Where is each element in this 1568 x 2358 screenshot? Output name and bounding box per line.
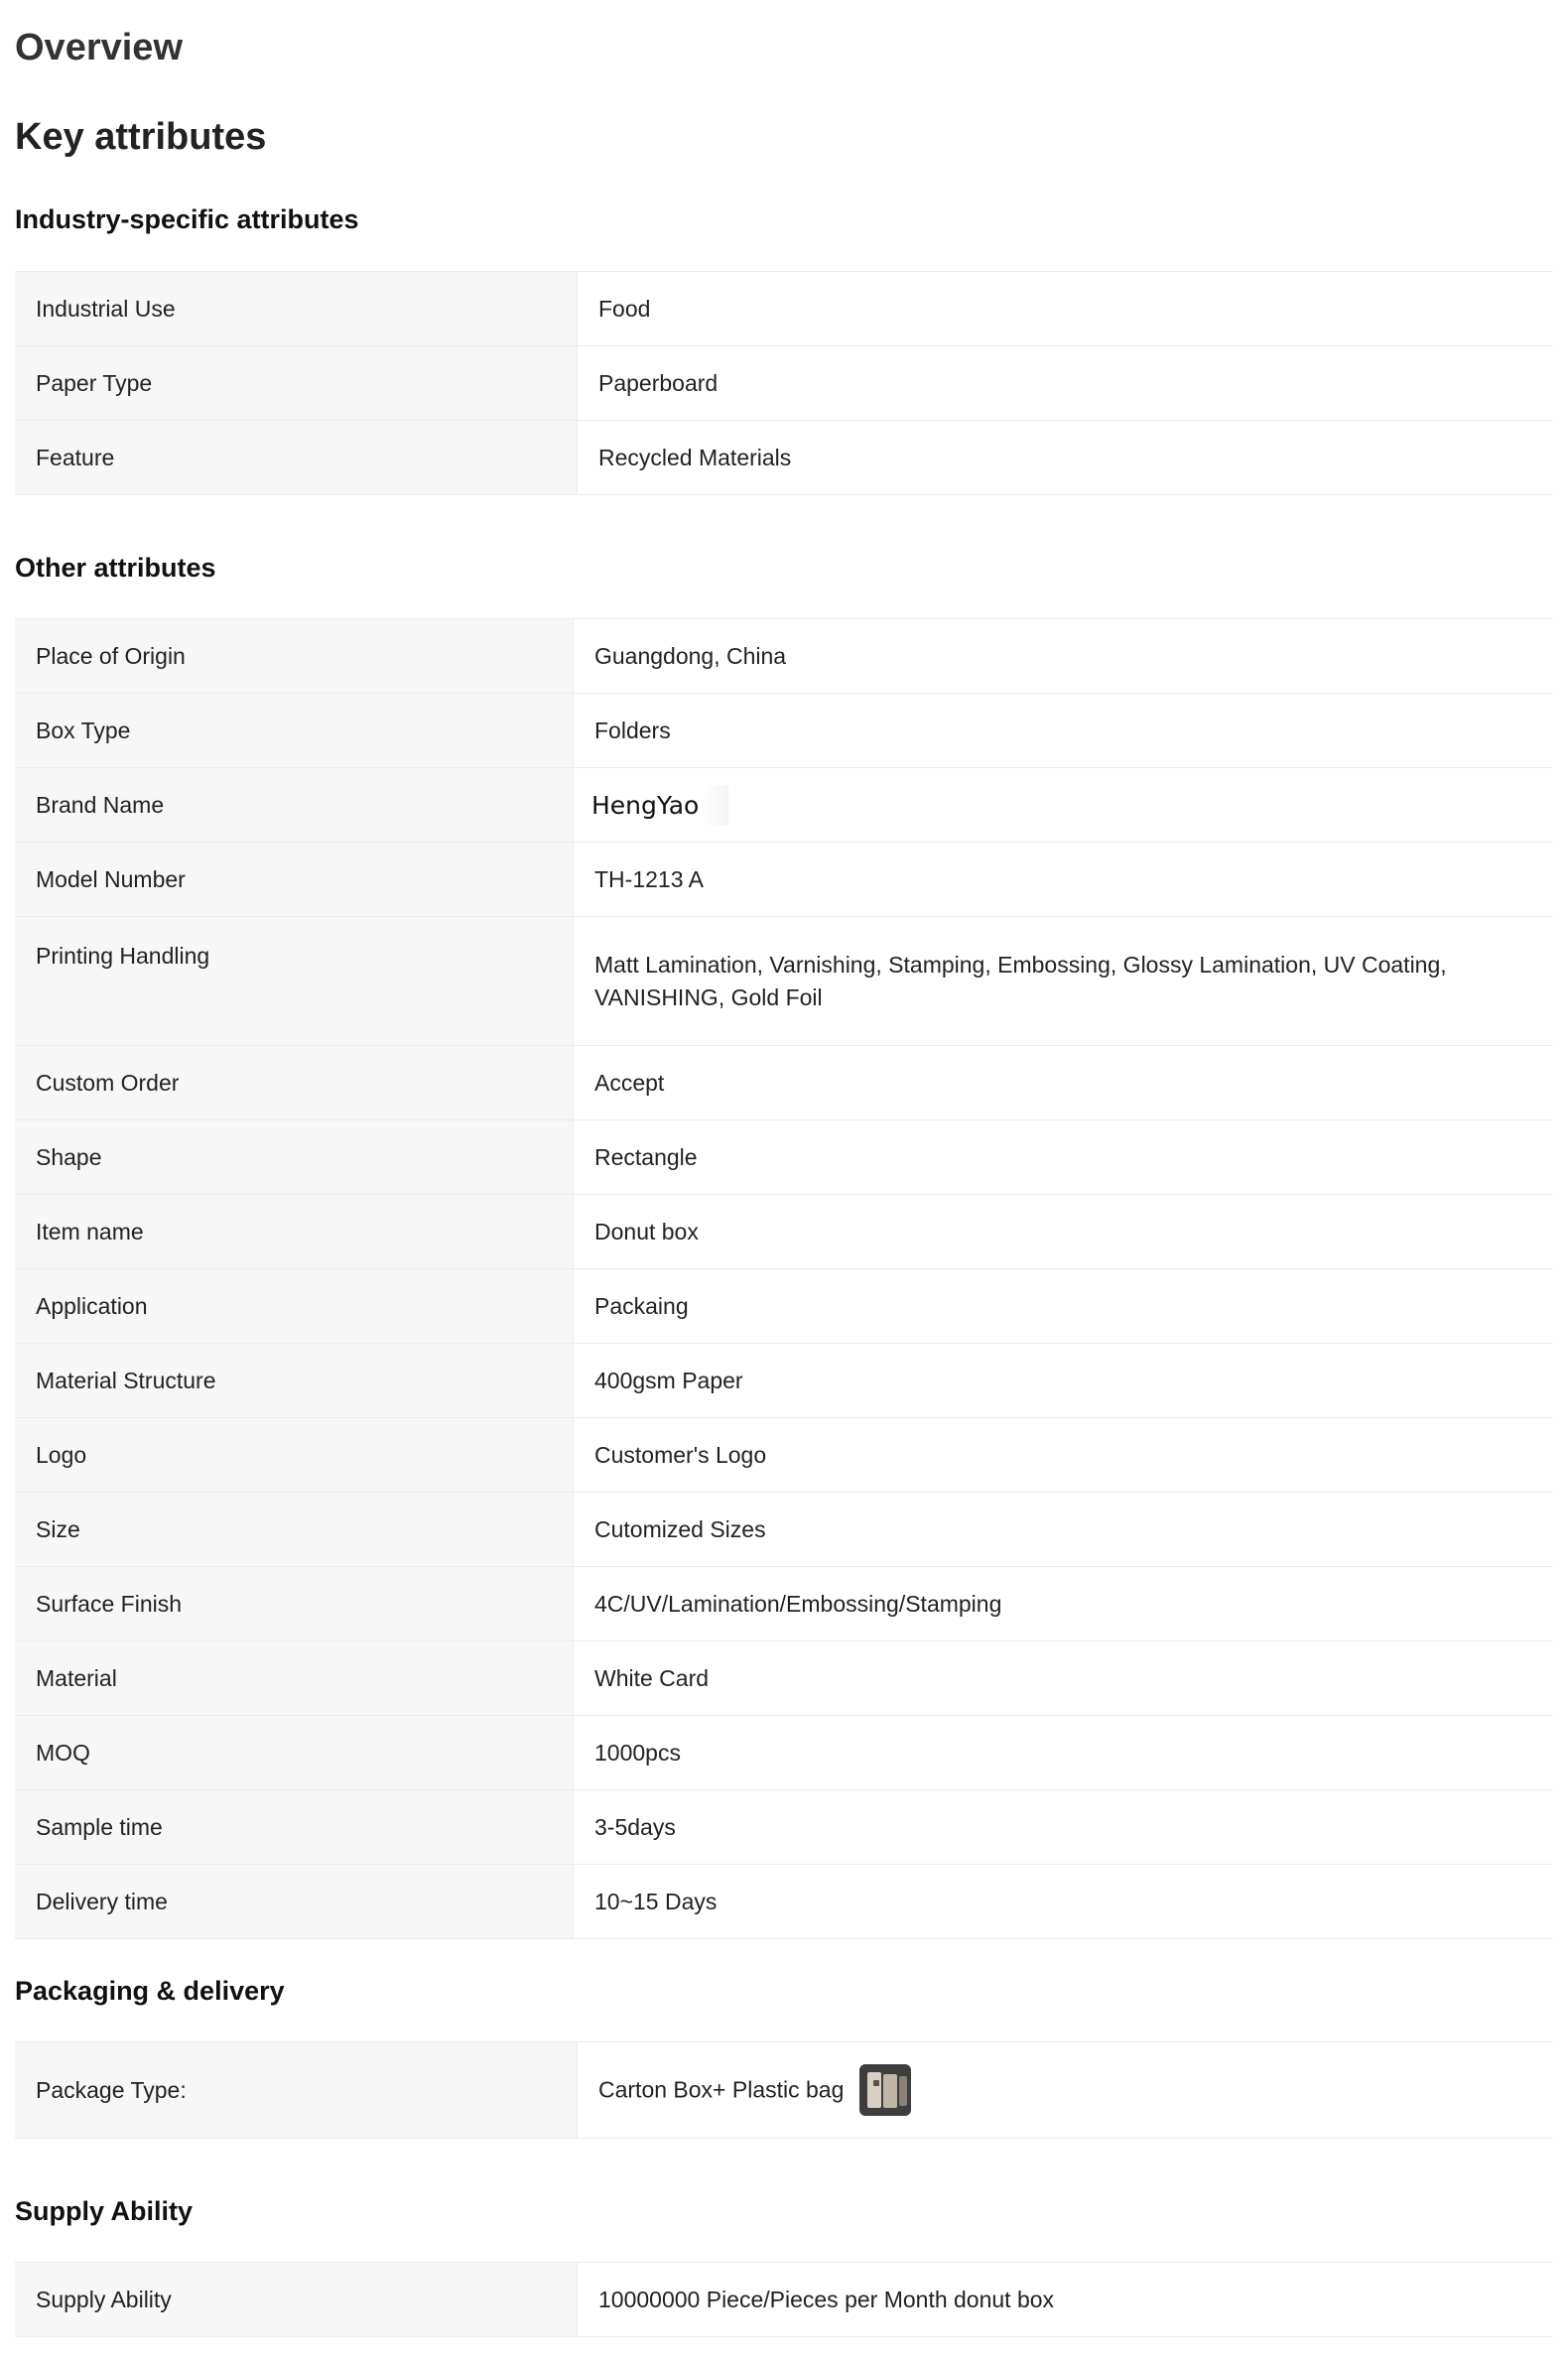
attribute-row [15, 346, 1553, 421]
attribute-key: Custom Order [15, 1046, 574, 1120]
attribute-row [15, 2263, 1553, 2337]
attribute-key: Sample time [15, 1790, 574, 1865]
attribute-key: Material [15, 1641, 574, 1716]
attribute-value: Matt Lamination, Varnishing, Stamping, Embossing, Glossy Lamination, UV Coating, VANISHING, Gold Foil [574, 917, 1554, 1046]
attribute-value: 1000pcs [574, 1716, 1554, 1790]
attribute-row [15, 1418, 1553, 1493]
supply-ability-table [15, 2262, 1553, 2337]
attribute-key: Feature [15, 421, 578, 495]
brand-name-image: HengYao [591, 785, 728, 826]
attribute-row [15, 1641, 1553, 1716]
attribute-key: Application [15, 1269, 574, 1344]
attribute-row [15, 619, 1553, 694]
attribute-row [15, 1269, 1553, 1344]
key-attributes-heading: Key attributes [15, 116, 267, 158]
other-attributes-heading: Other attributes [15, 553, 216, 583]
package-image-thumbnail[interactable] [859, 2064, 911, 2116]
attribute-value: TH-1213 A [574, 843, 1554, 917]
attribute-value: Customer's Logo [574, 1418, 1554, 1493]
attribute-row [15, 1790, 1553, 1865]
overview-heading: Overview [15, 27, 183, 68]
attribute-value [574, 768, 1554, 843]
attribute-value: Packaing [574, 1269, 1554, 1344]
attribute-key: Material Structure [15, 1344, 574, 1418]
attribute-key: Size [15, 1493, 574, 1567]
attribute-row [15, 1344, 1553, 1418]
attribute-row [15, 694, 1553, 768]
attribute-key: Item name [15, 1195, 574, 1269]
attribute-value: Paperboard [578, 346, 1554, 421]
attribute-row [15, 272, 1553, 346]
attribute-row [15, 421, 1553, 495]
attribute-value: 10~15 Days [574, 1865, 1554, 1939]
attribute-row [15, 1195, 1553, 1269]
attribute-key: Model Number [15, 843, 574, 917]
package-type-text: Carton Box+ Plastic bag [598, 2076, 845, 2103]
attribute-row [15, 1120, 1553, 1195]
attribute-value: 10000000 Piece/Pieces per Month donut box [578, 2263, 1554, 2337]
attribute-row [15, 843, 1553, 917]
attribute-value: 3-5days [574, 1790, 1554, 1865]
attribute-row [15, 1865, 1553, 1939]
attribute-key: Delivery time [15, 1865, 574, 1939]
attribute-value: Donut box [574, 1195, 1554, 1269]
attribute-row [15, 768, 1553, 843]
attribute-value: Rectangle [574, 1120, 1554, 1195]
attribute-key: Brand Name [15, 768, 574, 843]
attribute-key: Printing Handling [15, 917, 574, 1046]
industry-attributes-table [15, 271, 1553, 495]
attribute-key: MOQ [15, 1716, 574, 1790]
attribute-row [15, 1046, 1553, 1120]
attribute-key: Shape [15, 1120, 574, 1195]
attribute-value [578, 2042, 1554, 2139]
attribute-row [15, 1567, 1553, 1641]
attribute-key: Logo [15, 1418, 574, 1493]
supply-ability-heading: Supply Ability [15, 2196, 194, 2226]
attribute-value: Accept [574, 1046, 1554, 1120]
attribute-value: Guangdong, China [574, 619, 1554, 694]
attribute-key: Place of Origin [15, 619, 574, 694]
attribute-row [15, 1716, 1553, 1790]
attribute-value: Recycled Materials [578, 421, 1554, 495]
attribute-value: Cutomized Sizes [574, 1493, 1554, 1567]
attribute-key: Box Type [15, 694, 574, 768]
attribute-key: Supply Ability [15, 2263, 578, 2337]
attribute-key: Package Type: [15, 2042, 578, 2139]
attribute-row [15, 1493, 1553, 1567]
attribute-key: Industrial Use [15, 272, 578, 346]
industry-attributes-heading: Industry-specific attributes [15, 204, 359, 234]
attribute-row [15, 917, 1553, 1046]
attribute-value: 400gsm Paper [574, 1344, 1554, 1418]
attribute-value: White Card [574, 1641, 1554, 1716]
attribute-key: Surface Finish [15, 1567, 574, 1641]
packaging-delivery-heading: Packaging & delivery [15, 1976, 285, 2006]
attribute-value: Food [578, 272, 1554, 346]
attribute-row [15, 2042, 1553, 2139]
other-attributes-table [15, 618, 1553, 1939]
attribute-value: Folders [574, 694, 1554, 768]
attribute-value: 4C/UV/Lamination/Embossing/Stamping [574, 1567, 1554, 1641]
attribute-key: Paper Type [15, 346, 578, 421]
packaging-table [15, 2041, 1553, 2139]
